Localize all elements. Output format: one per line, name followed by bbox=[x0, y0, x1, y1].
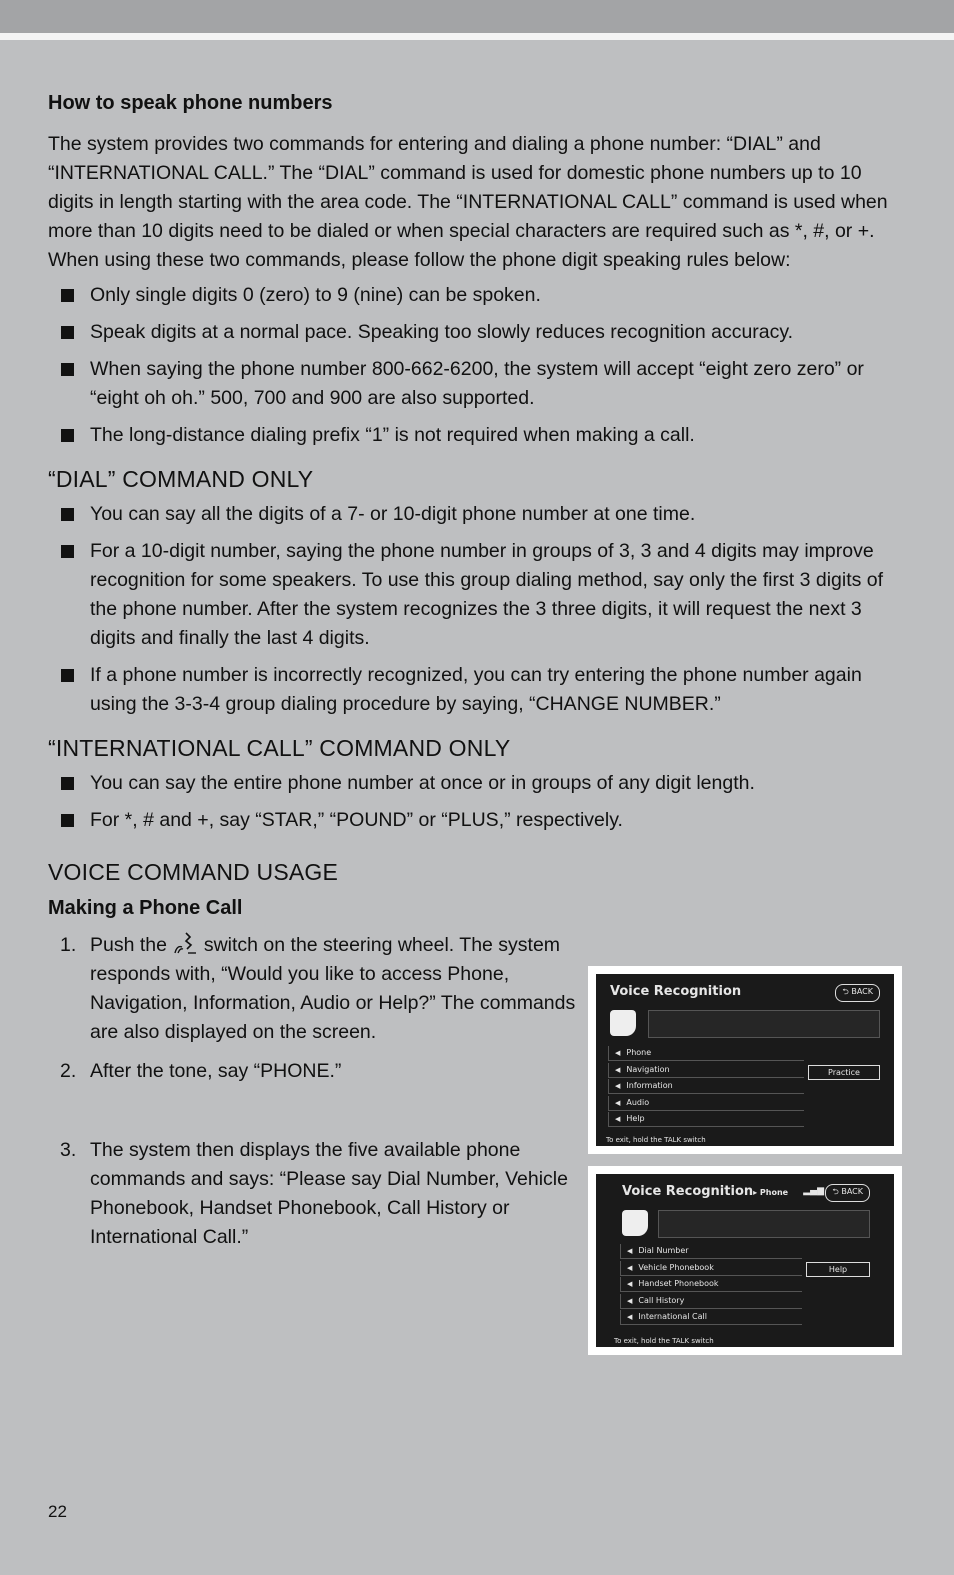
speech-icon: ◀︎ bbox=[615, 1049, 621, 1057]
list-item: ◀︎ Call History bbox=[620, 1294, 802, 1309]
screen-title: Voice Recognition bbox=[610, 984, 742, 999]
intl-list bbox=[48, 769, 908, 835]
speech-icon: ◀︎ bbox=[627, 1296, 633, 1305]
back-button: ⮌ BACK bbox=[835, 984, 880, 1002]
list-item: ◀︎ Information bbox=[608, 1079, 804, 1094]
list-item: ◀︎ Audio bbox=[608, 1096, 804, 1111]
phone-commands-screenshot bbox=[588, 1166, 902, 1355]
speech-icon: ◀︎ bbox=[615, 1115, 621, 1124]
header-divider bbox=[0, 33, 954, 40]
bullet-square-icon bbox=[61, 545, 74, 558]
header-band bbox=[0, 0, 954, 33]
list-item: ◀︎ Phone bbox=[608, 1046, 804, 1061]
dial-section-title: “DIAL” COMMAND ONLY bbox=[48, 466, 314, 492]
dial-list bbox=[48, 500, 908, 719]
list-item: The long-distance dialing prefix “1” is not required when making a call. bbox=[48, 421, 908, 450]
list-item: ◀︎ Dial Number bbox=[620, 1244, 802, 1259]
command-list bbox=[620, 1244, 802, 1327]
bullet-square-icon bbox=[61, 429, 74, 442]
step-3: 3. The system then displays the five available phone commands and says: “Please say Dial Number, Vehicle Phonebook, Handset Phonebook, Call History or International Call.” bbox=[60, 1139, 568, 1248]
list-item: Only single digits 0 (zero) to 9 (nine) can be spoken. bbox=[48, 281, 908, 310]
voice-face-icon bbox=[622, 1210, 648, 1236]
bullet-square-icon bbox=[61, 508, 74, 521]
list-item: You can say all the digits of a 7- or 10-digit phone number at one time. bbox=[48, 500, 908, 529]
intl-section-title: “INTERNATIONAL CALL” COMMAND ONLY bbox=[48, 735, 511, 761]
list-item: When saying the phone number 800-662-6200, the system will accept “eight zero zero” or “eight oh oh.” 500, 700 and 900 are also supported. bbox=[48, 355, 908, 413]
speech-icon: ◀︎ bbox=[627, 1280, 633, 1289]
bullet-square-icon bbox=[61, 289, 74, 302]
list-item: For *, # and +, say “STAR,” “POUND” or “PLUS,” respectively. bbox=[48, 806, 908, 835]
list-item: Speak digits at a normal pace. Speaking too slowly reduces recognition accuracy. bbox=[48, 318, 908, 347]
usage-subtitle: Making a Phone Call bbox=[48, 897, 243, 919]
help-button: Help bbox=[806, 1262, 870, 1277]
intro-paragraph: The system provides two commands for entering and dialing a phone number: “DIAL” and “INTERNATIONAL CALL.” The “DIAL” command is used for domestic phone numbers up to 10 digits in length starting with the area code. The “INTERNATIONAL CALL” command is used when more than 10 digits need to be dialed or when special characters are required such as *, #, or +. When using these two commands, please follow the phone digit speaking rules below: bbox=[48, 133, 888, 271]
list-item: For a 10-digit number, saying the phone number in groups of 3, 3 and 4 digits may improve recognition for some speakers. To use this group dialing method, say only the first 3 digits of the phone number. After the system recognizes the 3 three digits, it will request the next 3 digits and finally the last 4 digits. bbox=[48, 537, 908, 653]
list-item: ◀︎ Vehicle Phonebook bbox=[620, 1261, 802, 1276]
list-item: ◀︎ Help bbox=[608, 1112, 804, 1127]
usage-section-title: VOICE COMMAND USAGE bbox=[48, 859, 339, 885]
page-number: 22 bbox=[48, 1502, 67, 1521]
speech-icon: ◀︎ bbox=[627, 1313, 633, 1322]
list-item: You can say the entire phone number at once or in groups of any digit length. bbox=[48, 769, 908, 798]
speech-icon: ◀︎ bbox=[627, 1263, 633, 1272]
speech-icon: ◀︎ bbox=[615, 1082, 621, 1091]
bullet-square-icon bbox=[61, 814, 74, 827]
bullet-square-icon bbox=[61, 669, 74, 682]
screen-footer: To exit, hold the TALK switch bbox=[614, 1337, 714, 1345]
speech-icon: ◀︎ bbox=[615, 1065, 621, 1074]
speech-icon: ◀︎ bbox=[627, 1247, 633, 1255]
screen-title: Voice Recognition▸ Phone bbox=[622, 1184, 789, 1199]
bullet-square-icon bbox=[61, 326, 74, 339]
step-1: 1. Push the switch on the steering wheel. The system responds with, “Would you like to access Phone, Navigation, Information, Audio or Help?” The commands are also displayed on the screen. bbox=[48, 931, 580, 1047]
step-2: 2. After the tone, say “PHONE.” bbox=[60, 1060, 342, 1082]
bullet-square-icon bbox=[61, 363, 74, 376]
voice-face-icon bbox=[610, 1010, 636, 1036]
bullet-square-icon bbox=[61, 777, 74, 790]
list-item: ◀︎ Handset Phonebook bbox=[620, 1277, 802, 1292]
rules-list bbox=[48, 281, 908, 450]
list-item: If a phone number is incorrectly recognized, you can try entering the phone number again using the 3-3-4 group dialing procedure by saying, “CHANGE NUMBER.” bbox=[48, 661, 908, 719]
screen-footer: To exit, hold the TALK switch bbox=[606, 1136, 706, 1144]
signal-icon: ▂▄▆ bbox=[803, 1186, 824, 1196]
speech-icon: ◀︎ bbox=[615, 1098, 621, 1107]
back-button: ⮌ BACK bbox=[825, 1184, 870, 1202]
section-heading: How to speak phone numbers bbox=[48, 92, 333, 114]
voice-recognition-screenshot bbox=[588, 966, 902, 1154]
recognition-bar bbox=[658, 1210, 870, 1238]
talk-switch-icon bbox=[172, 931, 198, 955]
command-list bbox=[608, 1046, 804, 1129]
recognition-bar bbox=[648, 1010, 880, 1038]
practice-button: Practice bbox=[808, 1065, 880, 1080]
list-item: ◀︎ International Call bbox=[620, 1310, 802, 1325]
list-item: ◀︎ Navigation bbox=[608, 1063, 804, 1078]
